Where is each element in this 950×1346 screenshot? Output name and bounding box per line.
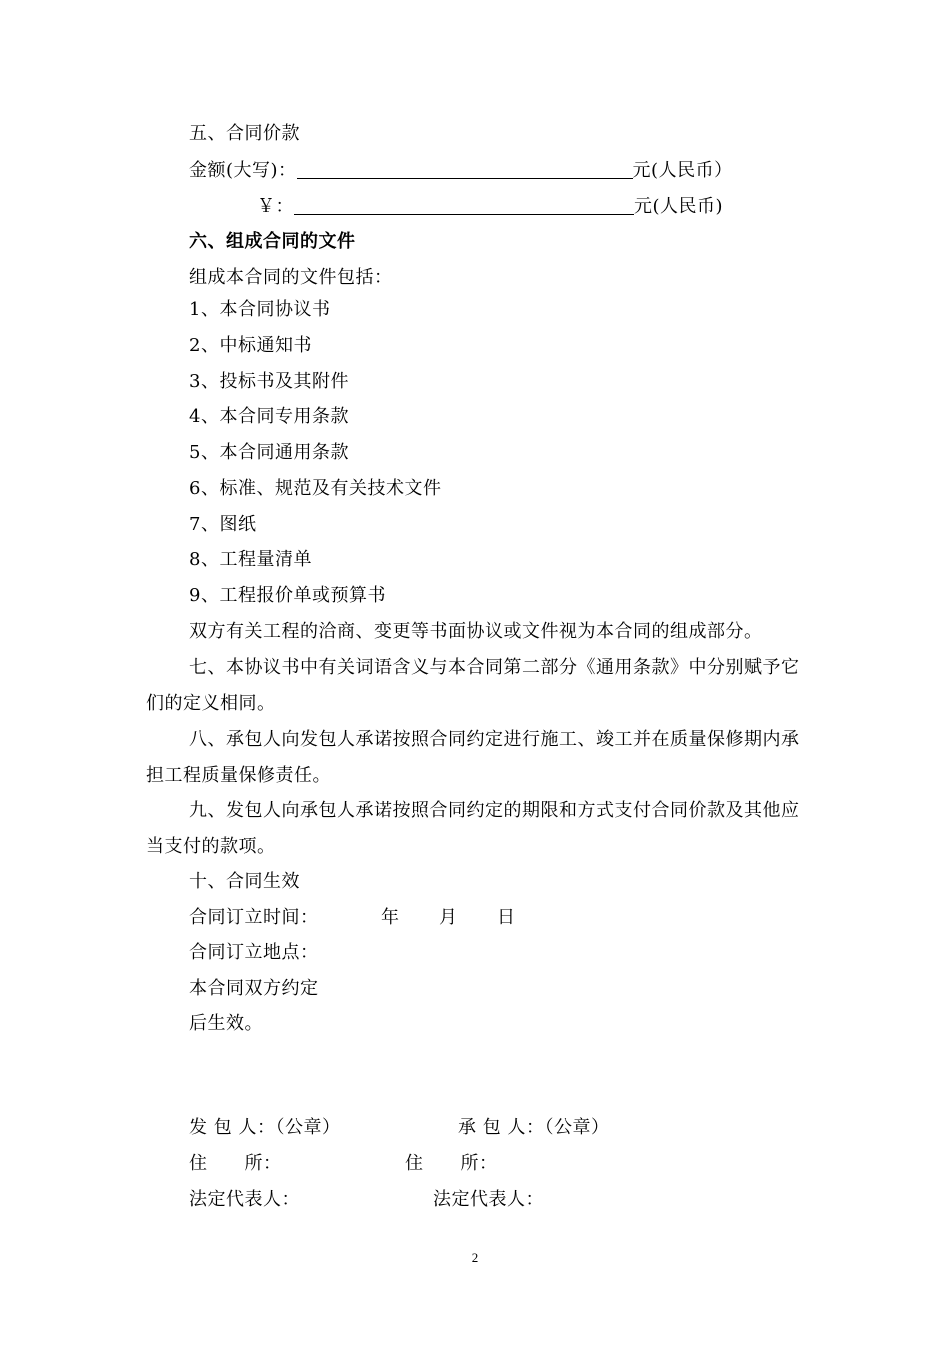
year-label: 年 xyxy=(381,907,400,928)
month-label: 月 xyxy=(439,907,458,928)
list-item: 4、本合同专用条款 xyxy=(189,406,349,427)
signature-party-row xyxy=(189,1116,689,1140)
list-item: 7、图纸 xyxy=(189,514,257,535)
employer-rep-label: 法定代表人： xyxy=(189,1189,300,1210)
day-label: 日 xyxy=(497,907,516,928)
section9-paragraph: 九、发包人向承包人承诺按照合同约定的期限和方式支付合同价款及其他应当支付的款项。 xyxy=(146,800,800,857)
amount-words-blank[interactable] xyxy=(297,158,633,179)
section6-note: 双方有关工程的洽商、变更等书面协议或文件视为本合同的组成部分。 xyxy=(189,621,763,642)
list-item: 9、工程报价单或预算书 xyxy=(189,585,386,606)
list-item: 1、本合同协议书 xyxy=(189,299,331,320)
amount-words-row xyxy=(189,158,733,183)
amount-number-label: ￥： xyxy=(257,196,294,217)
list-item: 2、中标通知书 xyxy=(189,335,312,356)
section5-heading: 五、合同价款 xyxy=(189,123,300,144)
amount-words-label: 金额(大写)： xyxy=(189,160,297,181)
page-number: 2 xyxy=(471,1250,479,1265)
signature-address-row xyxy=(189,1152,689,1176)
contractor-seal-label: 承 包 人：（公章） xyxy=(458,1117,610,1138)
list-item: 3、投标书及其附件 xyxy=(189,371,349,392)
amount-number-unit: 元(人民币) xyxy=(634,196,724,217)
list-item: 5、本合同通用条款 xyxy=(189,442,349,463)
amount-number-blank[interactable] xyxy=(294,194,634,215)
signature-rep-row xyxy=(189,1188,689,1212)
amount-words-unit: 元(人民币） xyxy=(632,160,733,181)
amount-number-row xyxy=(257,194,723,219)
contractor-address-label: 住 所： xyxy=(405,1153,498,1174)
section8-paragraph: 八、承包人向发包人承诺按照合同约定进行施工、竣工并在质量保修期内承担工程质量保修责任。 xyxy=(146,729,800,786)
list-item: 8、工程量清单 xyxy=(189,549,312,570)
section7-paragraph: 七、本协议书中有关词语含义与本合同第二部分《通用条款》中分别赋予它们的定义相同。 xyxy=(146,657,800,714)
signing-time-row xyxy=(189,906,589,930)
section6-heading: 六、组成合同的文件 xyxy=(189,231,356,252)
effect-line-1: 本合同双方约定 xyxy=(189,978,319,999)
section10-heading: 十、合同生效 xyxy=(189,871,300,892)
signing-place-label: 合同订立地点： xyxy=(189,942,319,963)
contractor-rep-label: 法定代表人： xyxy=(433,1189,544,1210)
effect-line-2: 后生效。 xyxy=(189,1013,263,1034)
section6-intro: 组成本合同的文件包括： xyxy=(189,267,393,288)
list-item: 6、标准、规范及有关技术文件 xyxy=(189,478,442,499)
employer-seal-label: 发 包 人：（公章） xyxy=(189,1117,341,1138)
employer-address-label: 住 所： xyxy=(189,1153,282,1174)
signing-time-label: 合同订立时间： xyxy=(189,907,319,928)
